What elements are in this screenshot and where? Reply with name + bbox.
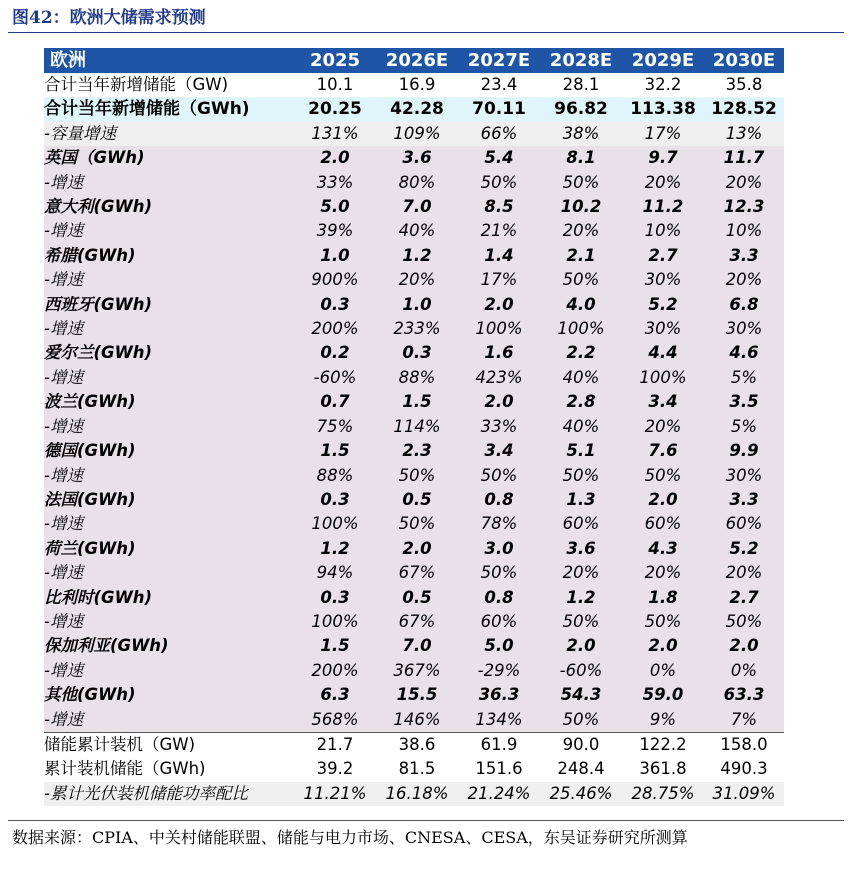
row-value: 67% bbox=[376, 610, 458, 634]
row-value: 80% bbox=[376, 171, 458, 195]
row-value: 50% bbox=[540, 464, 622, 488]
row-value: 100% bbox=[622, 366, 704, 390]
top-divider bbox=[8, 32, 844, 33]
row-label: 西班牙(GWh) bbox=[44, 293, 294, 317]
row-value: 9.9 bbox=[704, 439, 784, 463]
row-label: -增速 bbox=[44, 464, 294, 488]
row-value: 2.0 bbox=[376, 537, 458, 561]
row-value: 75% bbox=[294, 415, 376, 439]
table-row bbox=[44, 317, 784, 341]
table-row bbox=[44, 146, 784, 170]
row-value: 20% bbox=[704, 561, 784, 585]
table-row bbox=[44, 488, 784, 512]
row-value: 20% bbox=[622, 415, 704, 439]
row-value: 36.3 bbox=[458, 683, 540, 707]
header-year: 2025 bbox=[294, 48, 376, 73]
row-value: 40% bbox=[540, 415, 622, 439]
row-label: 意大利(GWh) bbox=[44, 195, 294, 219]
row-value: 7.0 bbox=[376, 195, 458, 219]
row-value: 50% bbox=[540, 268, 622, 292]
row-value: 3.5 bbox=[704, 390, 784, 414]
row-value: 0% bbox=[704, 659, 784, 683]
row-value: 5.0 bbox=[294, 195, 376, 219]
row-value: 7% bbox=[704, 708, 784, 733]
row-value: 1.0 bbox=[294, 244, 376, 268]
row-value: 10% bbox=[622, 219, 704, 243]
row-value: 33% bbox=[294, 171, 376, 195]
row-value: 12.3 bbox=[704, 195, 784, 219]
row-value: 50% bbox=[540, 708, 622, 733]
row-value: 0.8 bbox=[458, 488, 540, 512]
table-row bbox=[44, 122, 784, 146]
header-year: 2027E bbox=[458, 48, 540, 73]
row-value: 100% bbox=[458, 317, 540, 341]
row-value: 20% bbox=[622, 561, 704, 585]
table-row bbox=[44, 366, 784, 390]
row-value: 568% bbox=[294, 708, 376, 733]
row-value: 39% bbox=[294, 219, 376, 243]
row-value: 3.6 bbox=[376, 146, 458, 170]
row-value: 88% bbox=[376, 366, 458, 390]
row-value: 367% bbox=[376, 659, 458, 683]
row-value: 63.3 bbox=[704, 683, 784, 707]
row-value: 94% bbox=[294, 561, 376, 585]
row-value: 39.2 bbox=[294, 757, 376, 781]
table-row bbox=[44, 97, 784, 121]
row-label: 保加利亚(GWh) bbox=[44, 634, 294, 658]
row-value: 50% bbox=[458, 561, 540, 585]
row-value: 0.5 bbox=[376, 586, 458, 610]
row-value: 20% bbox=[622, 171, 704, 195]
table-row bbox=[44, 634, 784, 658]
row-value: 1.5 bbox=[294, 634, 376, 658]
row-value: 4.6 bbox=[704, 341, 784, 365]
row-value: 17% bbox=[458, 268, 540, 292]
row-value: 128.52 bbox=[704, 97, 784, 121]
row-value: 2.0 bbox=[294, 146, 376, 170]
row-value: 20% bbox=[540, 561, 622, 585]
table-row bbox=[44, 782, 784, 806]
row-value: 88% bbox=[294, 464, 376, 488]
row-value: 2.7 bbox=[704, 586, 784, 610]
row-label: -增速 bbox=[44, 610, 294, 634]
row-value: 9% bbox=[622, 708, 704, 733]
row-value: 23.4 bbox=[458, 73, 540, 97]
row-value: 35.8 bbox=[704, 73, 784, 97]
row-value: 10% bbox=[704, 219, 784, 243]
row-value: 3.6 bbox=[540, 537, 622, 561]
row-value: 60% bbox=[622, 512, 704, 536]
row-value: 25.46% bbox=[540, 782, 622, 806]
row-value: -60% bbox=[540, 659, 622, 683]
table-row bbox=[44, 341, 784, 365]
row-value: 2.0 bbox=[704, 634, 784, 658]
row-value: 100% bbox=[540, 317, 622, 341]
row-value: 81.5 bbox=[376, 757, 458, 781]
row-value: 96.82 bbox=[540, 97, 622, 121]
row-value: 50% bbox=[376, 512, 458, 536]
row-value: 1.4 bbox=[458, 244, 540, 268]
row-label: -增速 bbox=[44, 171, 294, 195]
row-value: 200% bbox=[294, 659, 376, 683]
row-value: 3.0 bbox=[458, 537, 540, 561]
row-value: 2.0 bbox=[458, 293, 540, 317]
row-value: 1.5 bbox=[294, 439, 376, 463]
row-value: 28.75% bbox=[622, 782, 704, 806]
row-value: 2.3 bbox=[376, 439, 458, 463]
row-value: 61.9 bbox=[458, 732, 540, 757]
table-row bbox=[44, 512, 784, 536]
row-value: 21% bbox=[458, 219, 540, 243]
table-row bbox=[44, 293, 784, 317]
row-value: 50% bbox=[622, 610, 704, 634]
row-value: 900% bbox=[294, 268, 376, 292]
row-label: 英国（GWh) bbox=[44, 146, 294, 170]
row-label: 希腊(GWh) bbox=[44, 244, 294, 268]
row-label: 合计当年新增储能（GW) bbox=[44, 73, 294, 97]
row-value: 5.1 bbox=[540, 439, 622, 463]
row-value: 2.0 bbox=[622, 488, 704, 512]
table-row bbox=[44, 683, 784, 707]
row-value: 4.4 bbox=[622, 341, 704, 365]
row-value: 28.1 bbox=[540, 73, 622, 97]
row-value: 113.38 bbox=[622, 97, 704, 121]
row-value: 33% bbox=[458, 415, 540, 439]
row-value: 3.4 bbox=[458, 439, 540, 463]
row-value: 11.21% bbox=[294, 782, 376, 806]
row-value: 50% bbox=[540, 171, 622, 195]
row-value: 2.7 bbox=[622, 244, 704, 268]
row-value: 70.11 bbox=[458, 97, 540, 121]
header-year: 2029E bbox=[622, 48, 704, 73]
row-value: 490.3 bbox=[704, 757, 784, 781]
row-label: 储能累计装机（GW) bbox=[44, 732, 294, 757]
row-value: 11.7 bbox=[704, 146, 784, 170]
row-value: -60% bbox=[294, 366, 376, 390]
bottom-divider bbox=[8, 820, 844, 821]
row-value: 3.4 bbox=[622, 390, 704, 414]
row-label: -增速 bbox=[44, 268, 294, 292]
row-value: 11.2 bbox=[622, 195, 704, 219]
figure-title: 图42：欧洲大储需求预测 bbox=[12, 8, 206, 28]
row-value: 60% bbox=[458, 610, 540, 634]
row-label: 荷兰(GWh) bbox=[44, 537, 294, 561]
row-value: 6.8 bbox=[704, 293, 784, 317]
row-value: 7.6 bbox=[622, 439, 704, 463]
forecast-table bbox=[44, 48, 784, 806]
row-value: 90.0 bbox=[540, 732, 622, 757]
row-value: 200% bbox=[294, 317, 376, 341]
row-value: 5% bbox=[704, 415, 784, 439]
row-value: 0.5 bbox=[376, 488, 458, 512]
row-value: 32.2 bbox=[622, 73, 704, 97]
table-header-row bbox=[44, 48, 784, 73]
table-row bbox=[44, 537, 784, 561]
row-label: -增速 bbox=[44, 659, 294, 683]
row-value: 0.3 bbox=[294, 488, 376, 512]
row-value: 2.0 bbox=[540, 634, 622, 658]
header-year: 2026E bbox=[376, 48, 458, 73]
row-value: 158.0 bbox=[704, 732, 784, 757]
table-row bbox=[44, 244, 784, 268]
row-value: 1.3 bbox=[540, 488, 622, 512]
table-row bbox=[44, 610, 784, 634]
row-value: 122.2 bbox=[622, 732, 704, 757]
row-value: 59.0 bbox=[622, 683, 704, 707]
row-label: 爱尔兰(GWh) bbox=[44, 341, 294, 365]
table-row bbox=[44, 708, 784, 733]
row-label: -累计光伏装机储能功率配比 bbox=[44, 782, 294, 806]
row-value: 100% bbox=[294, 512, 376, 536]
row-label: 德国(GWh) bbox=[44, 439, 294, 463]
row-label: 法国(GWh) bbox=[44, 488, 294, 512]
table-row bbox=[44, 268, 784, 292]
row-value: 2.0 bbox=[458, 390, 540, 414]
row-value: 114% bbox=[376, 415, 458, 439]
row-value: 30% bbox=[622, 317, 704, 341]
header-year: 2030E bbox=[704, 48, 784, 73]
row-value: 1.2 bbox=[376, 244, 458, 268]
row-value: 16.18% bbox=[376, 782, 458, 806]
row-value: 1.2 bbox=[540, 586, 622, 610]
row-value: 9.7 bbox=[622, 146, 704, 170]
row-value: 4.0 bbox=[540, 293, 622, 317]
row-value: 8.1 bbox=[540, 146, 622, 170]
row-value: 31.09% bbox=[704, 782, 784, 806]
row-value: 67% bbox=[376, 561, 458, 585]
row-value: 21.7 bbox=[294, 732, 376, 757]
row-label: -增速 bbox=[44, 415, 294, 439]
row-value: 15.5 bbox=[376, 683, 458, 707]
row-value: 5.0 bbox=[458, 634, 540, 658]
row-value: 40% bbox=[540, 366, 622, 390]
row-value: 423% bbox=[458, 366, 540, 390]
row-value: 0% bbox=[622, 659, 704, 683]
row-value: 38% bbox=[540, 122, 622, 146]
row-value: 78% bbox=[458, 512, 540, 536]
table-row bbox=[44, 586, 784, 610]
row-value: 20.25 bbox=[294, 97, 376, 121]
row-value: 30% bbox=[704, 317, 784, 341]
row-value: 361.8 bbox=[622, 757, 704, 781]
row-label: -增速 bbox=[44, 512, 294, 536]
row-value: 20% bbox=[704, 171, 784, 195]
row-value: 20% bbox=[704, 268, 784, 292]
table-row bbox=[44, 390, 784, 414]
row-value: 50% bbox=[458, 464, 540, 488]
row-value: 13% bbox=[704, 122, 784, 146]
row-value: 0.8 bbox=[458, 586, 540, 610]
row-value: 40% bbox=[376, 219, 458, 243]
row-value: 5.2 bbox=[704, 537, 784, 561]
row-value: 134% bbox=[458, 708, 540, 733]
row-value: 0.3 bbox=[294, 586, 376, 610]
row-value: 38.6 bbox=[376, 732, 458, 757]
row-value: 66% bbox=[458, 122, 540, 146]
row-value: 50% bbox=[540, 610, 622, 634]
row-value: 50% bbox=[376, 464, 458, 488]
row-value: 248.4 bbox=[540, 757, 622, 781]
row-value: 2.8 bbox=[540, 390, 622, 414]
table-row bbox=[44, 171, 784, 195]
row-value: 2.2 bbox=[540, 341, 622, 365]
row-label: 波兰(GWh) bbox=[44, 390, 294, 414]
row-value: 1.0 bbox=[376, 293, 458, 317]
table-row bbox=[44, 439, 784, 463]
row-value: 2.1 bbox=[540, 244, 622, 268]
row-value: 1.8 bbox=[622, 586, 704, 610]
row-value: 233% bbox=[376, 317, 458, 341]
row-value: 54.3 bbox=[540, 683, 622, 707]
row-label: -增速 bbox=[44, 561, 294, 585]
table-row bbox=[44, 659, 784, 683]
row-value: 146% bbox=[376, 708, 458, 733]
row-value: 5.4 bbox=[458, 146, 540, 170]
row-value: 0.3 bbox=[376, 341, 458, 365]
row-value: 42.28 bbox=[376, 97, 458, 121]
row-value: 8.5 bbox=[458, 195, 540, 219]
row-value: -29% bbox=[458, 659, 540, 683]
row-label: -增速 bbox=[44, 366, 294, 390]
source-note: 数据来源：CPIA、中关村储能联盟、储能与电力市场、CNESA、CESA，东吴证券研究所测算 bbox=[12, 828, 688, 847]
row-value: 0.7 bbox=[294, 390, 376, 414]
row-value: 0.3 bbox=[294, 293, 376, 317]
row-value: 10.1 bbox=[294, 73, 376, 97]
row-value: 10.2 bbox=[540, 195, 622, 219]
row-value: 3.3 bbox=[704, 488, 784, 512]
row-value: 1.5 bbox=[376, 390, 458, 414]
row-value: 50% bbox=[704, 610, 784, 634]
row-value: 17% bbox=[622, 122, 704, 146]
row-value: 50% bbox=[458, 171, 540, 195]
row-value: 6.3 bbox=[294, 683, 376, 707]
row-value: 5% bbox=[704, 366, 784, 390]
row-value: 4.3 bbox=[622, 537, 704, 561]
row-value: 20% bbox=[376, 268, 458, 292]
row-label: 累计装机储能（GWh) bbox=[44, 757, 294, 781]
row-value: 3.3 bbox=[704, 244, 784, 268]
table-row bbox=[44, 732, 784, 757]
row-value: 109% bbox=[376, 122, 458, 146]
row-label: 其他(GWh) bbox=[44, 683, 294, 707]
row-value: 100% bbox=[294, 610, 376, 634]
table-row bbox=[44, 415, 784, 439]
table-row bbox=[44, 73, 784, 97]
row-value: 131% bbox=[294, 122, 376, 146]
row-label: 合计当年新增储能（GWh) bbox=[44, 97, 294, 121]
table-row bbox=[44, 195, 784, 219]
row-value: 60% bbox=[704, 512, 784, 536]
row-value: 7.0 bbox=[376, 634, 458, 658]
table-row bbox=[44, 561, 784, 585]
row-value: 1.6 bbox=[458, 341, 540, 365]
row-label: -增速 bbox=[44, 317, 294, 341]
table-row bbox=[44, 757, 784, 781]
row-value: 30% bbox=[704, 464, 784, 488]
row-value: 151.6 bbox=[458, 757, 540, 781]
row-label: 比利时(GWh) bbox=[44, 586, 294, 610]
row-value: 21.24% bbox=[458, 782, 540, 806]
table-row bbox=[44, 464, 784, 488]
table-row bbox=[44, 219, 784, 243]
row-value: 30% bbox=[622, 268, 704, 292]
row-label: -增速 bbox=[44, 219, 294, 243]
row-value: 16.9 bbox=[376, 73, 458, 97]
row-value: 1.2 bbox=[294, 537, 376, 561]
header-year: 2028E bbox=[540, 48, 622, 73]
row-label: -容量增速 bbox=[44, 122, 294, 146]
row-value: 60% bbox=[540, 512, 622, 536]
row-value: 2.0 bbox=[622, 634, 704, 658]
row-label: -增速 bbox=[44, 708, 294, 733]
row-value: 20% bbox=[540, 219, 622, 243]
row-value: 5.2 bbox=[622, 293, 704, 317]
row-value: 50% bbox=[622, 464, 704, 488]
header-region: 欧洲 bbox=[44, 48, 294, 73]
row-value: 0.2 bbox=[294, 341, 376, 365]
